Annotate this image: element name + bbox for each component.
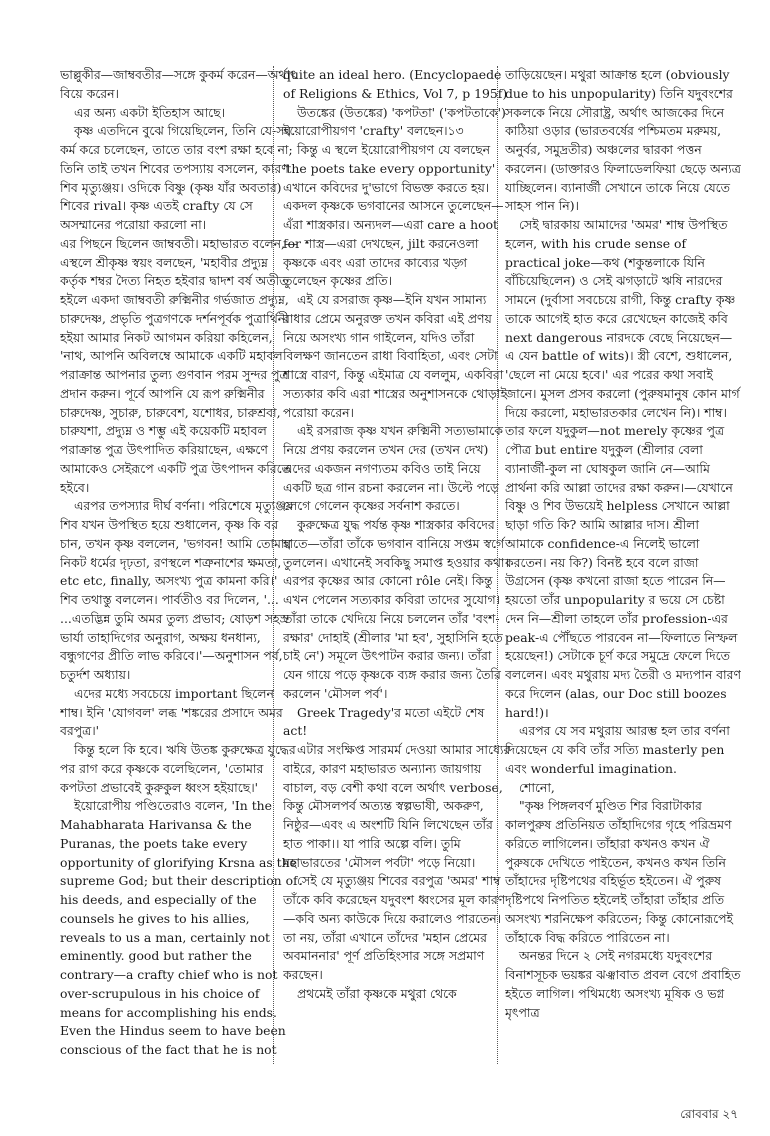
paragraph: এর অন্য একটা ইতিহাস আছে। (74, 104, 226, 120)
paragraph: Greek Tragedy'র মতো এইটে শেষ act! (283, 704, 485, 739)
paragraph: শোনো, (519, 779, 555, 795)
paragraph: প্রথমেই তাঁরা কৃষ্ণকে মথুরা থেকে (297, 985, 457, 1001)
text-column-1 (60, 66, 298, 1060)
paragraph: "কৃষ্ণ পিঙ্গলবর্ণ মুণ্ডিত শির বিরাটাকার কালপুরুষ প্রতিনিয়ত তাঁহাদিগের গৃহে পরিভ্রমণ করিতে লাগিলেন। তাঁহারা কখনও কখন ঐ পুরুষকে দেখিতে পাইতেন, কখনও কখন তিনি তাঁহাদের দৃষ্টিপথের বহির্ভূত হইতেন। ঐ পুরুষ দৃষ্টিপথে নিপতিত হইলেই তাঁহারা তাঁহার প্রতি অসংখ্য শরনিক্ষেপ করিতেন; কিন্তু কোনোরূপেই তাঁহাকে বিদ্ধ করিতে পারিতেন না। (505, 798, 733, 945)
paragraph: ইয়োরোপীয় পণ্ডিতেরাও বলেন, 'In the Mahabharata Harivansa & the Puranas, the poets take every opportunity of glorifying Krsna as the supreme God; but their description of his deeds, and especially of the counsels he gives to his allies, reveals to us a man, certainly not eminently. good but rather the contrary—a crafty chief who is not over-scrupulous in his choice of means for accomplishing his ends. Even the Hindus seem to have been conscious of the fact that he is not (60, 798, 298, 1057)
paragraph: কৃষ্ণ এতদিনে বুঝে গিয়েছিলেন, তিনি যে-সব কর্ম করে চলেছেন, তাতে তার বংশ রক্ষা হবে না; তিনি তাই তখন শিবের তপস্যায় বসলেন, কারণ শিব মৃত্যুঞ্জয়। ওদিকে বিষ্ণু (কৃষ্ণ যাঁর অবতার) শিবের rival। কৃষ্ণ এতই crafty যে সে অসম্মানের পরোয়া করলো না। (60, 123, 293, 232)
paragraph: কুরুক্ষেত্র যুদ্ধ পর্যন্ত কৃষ্ণ শাস্ত্রকার কবিদের হাতে—তাঁরা তাঁকে ভগবান বানিয়ে সপ্তম স্বর্গে তুললেন। এখানেই সবকিছু সমাপ্ত হওয়ার কথা। এরপর কৃষ্ণের আর কোনো rôle নেই। কিন্তু এখন পেলেন সত্যকার কবিরা তাদের সুযোগ। তাঁরা তাকে খেদিয়ে নিয়ে চললেন তাঁর 'বংশ-রক্ষার' দোহাই (শ্রীলার 'মা হব', সুহাসিনি হতে চাই নে') সমূলে উৎপাটন করার জন্য। তাঁরা যেন গায়ে পড়ে কৃষ্ণকে ব্যঙ্গ করার জন্য তৈরি করলেন 'মৌসল পর্ব'। (283, 517, 509, 701)
text-column-3 (505, 66, 741, 1022)
paragraph: সেই দ্বারকায় আমাদের 'অমর' শাম্ব উপস্থিত হলেন, with his crude sense of practical joke—কথ (শকুন্তলাকে যিনি বাঁচিয়েছিলেন) ও সেই ঝগড়াটে ঋষি নারদের সামনে (দুর্বাসা সবচেয়ে রাগী, কিন্তু crafty কৃষ্ণ তাকে আগেই হাত করে রেখেছেন কাজেই কবি next dangerous নারদকে বেছে নিয়েছেন—এ যেন battle of wits)। স্ত্রী বেশে, শুধালেন, 'ছেলে না মেয়ে হবে।' এর পরের কথা সবাই জানে। মুসল প্রসব করলো (পুরুষমানুষ কোন মার্গ দিয়ে করলো, মহাভারতকার লেখেন নি)। শাম্ব। তার ফলে যদুকুল—not merely কৃষ্ণের পুত্র পৌত্র but entire যদুকুল (শ্রীলার বেলা ব্যানার্জী-কুল না ঘোষকুল জানি নে—আমি প্রার্থনা করি আল্লা তাদের রক্ষা করুন।—যেখানে বিষ্ণু ও শিব উভয়েই helpless সেখানে আল্লা ছাড়া গতি কি? আমি আল্লার দাস। শ্রীলা আমাকে confidence-এ নিলেই ভালো করতেন। নয় কি?) বিনষ্ট হবে বলে রাজা উগ্রসেন (কৃষ্ণ কখনো রাজা হতে পারেন নি—হয়তো তাঁর unpopularity র ভয়ে সে চেষ্টা দেন নি—শ্রীলা তাহলে তাঁর profession-এর peak-এ পৌঁছতে পারবেন না—ফিলাতে নিস্ফল হয়েছেন!) সেটাকে চূর্ণ করে সমুদ্রে ফেলে দিতে বললেন। এবং মথুরায় মদ্য তৈরী ও মদ্যপান বারণ করে দিলেন (alas, our Doc still boozes hard!)। (505, 217, 741, 720)
paragraph: এটার সংক্ষিপ্ত সারমর্ম দেওয়া আমার সাধ্যের বাইরে, কারণ মহাভারত অন্যান্য জায়গায় বাচাল, বড় বেশী কথা বলে অর্থাৎ verbose, কিন্তু মৌসলপর্ব অত্যন্ত স্বল্পভাষী, অকরুণ, নিষ্ঠুর—এবং এ অংশটি যিনি লিখেছেন তাঁর হাত পাকা।। যা পারি অল্পে বলি। তুমি মহাভারতের 'মৌসল পর্বটা' পড়ে নিয়ো। (283, 742, 511, 870)
paragraph: এই যে রসরাজ কৃষ্ণ—ইনি যখন সামান্য রাধার প্রেমে অনুরক্ত তখন কবিরা এই প্রণয় নিয়ে অসংখ্য গান গাইলেন, যদিও তাঁরা বিলক্ষণ জানতেন রাধা বিবাহিতা, এবং সেটা শাস্ত্রে বারণ, কিন্তু এইমাত্র যে বললুম, একবিরা সত্যকার কবি এরা শাস্ত্রের অনুশাসনকে থোড়াই পরোয়া করেন। (283, 292, 507, 420)
page-footer: রোববার ২৭ (680, 1107, 738, 1121)
paragraph: ভাল্লুকীর—জাম্ববতীর—সঙ্গে কুকর্ম করেন—অর্থাৎ বিয়ে করেন। (60, 67, 297, 101)
paragraph: কিন্তু হলে কি হবে। ঋষি উতঙ্ক কুরুক্ষেত্র যুদ্ধের পর রাগ করে কৃষ্ণকে বলেছিলেন, 'তোমার কপটতা প্রভাবেই কুরুকুল ধ্বংস হইয়াছে।' (60, 742, 296, 795)
paragraph: এরপর তপস্যার দীর্ঘ বর্ণনা। পরিশেষে মৃত্যুঞ্জয় শিব যখন উপস্থিত হয়ে শুধালেন, কৃষ্ণ কি বর চান, তখন কৃষ্ণ বললেন, 'ভগবন! আমি তোমার নিকট ধর্মের দৃঢ়তা, রণস্থলে শত্রুনাশের ক্ষমতা, etc etc, finally, অসংখ্য পুত্র কামনা করি।' শিব তথাস্তু বললেন। পার্বতীও বর দিলেন, '... ...এতদ্ভিন্ন তুমি অমর তুল্য প্রভাব; ষোড়শ সহস্র ভার্যা তাহাদিগের অনুরাগ, অক্ষয় ধনধান্য, বন্ধুগণের প্রীতি লাভ করিবে।'—অনুশাসন পর্ব, চতুর্দশ অধ্যায়। (60, 498, 294, 682)
column-divider (497, 66, 498, 1064)
paragraph: অনন্তর দিনে ২ সেই নগরমধ্যে যদুবংশের বিনাশসূচক ভয়ঙ্কর ঝঞ্ঝাবাত প্রবল বেগে প্রবাহিত হইতে লাগিল। পথিমধ্যে অসংখ্য মূষিক ও ভগ্ন মৃৎপাত্র (505, 948, 741, 1020)
paragraph: এর পিছনে ছিলেন জাম্ববতী। মহাভারত বলেন,—এস্থলে শ্রীকৃষ্ণ স্বয়ং বলছেন, 'মহাবীর প্রদ্যুম্ন কর্তৃক শম্বর দৈত্য নিহত হইবার দ্বাদশ বর্ষ অতীত হইলে একদা জাম্ববতী রুক্মিনীর গর্ভজাত প্রদ্যুম্ন, চারুদেষ্ণ, প্রভৃতি পুত্রগণকে দর্শনপূর্বক পুত্রার্থিনী হইয়া আমার নিকট আগমন করিয়া কহিলেন, 'নাথ, আপনি অবিলম্বে আমাকে একটি মহাবল পরাক্রান্ত আপনার তুল্য গুণবান পরম সুন্দর পুত্র প্রদান করুন। পূর্বে আপনি যে রূপ রুক্মিনীর চারুদেষ্ণ, সুচারু, চারুবেশ, যশোধর, চারুশ্রবা, চারুযশা, প্রদ্যুম্ন ও শম্ভু এই কয়েকটি মহাবল পরাক্রান্ত পুত্র উৎপাদিত করিয়াছেন, এক্ষণে আমাকেও সেইরূপে একটি পুত্র উৎপাদন করিতে হইবে। (60, 235, 298, 495)
paragraph: quite an ideal hero. (Encyclopaede of Religions & Ethics, Vol 7, p 195f) (283, 67, 508, 101)
text-column-2 (283, 66, 511, 1004)
paragraph: উতঙ্কের (উতঙ্কের) 'কপটতা' ('কপটতাকে') ইয়োরোপীয়গণ 'crafty' বলছেন।১৩ (283, 104, 506, 139)
paragraph: তাড়িয়েছেন। মথুরা আক্রান্ত হলে (obviously due to his unpopularity) তিনি যদুবংশের সকলকে নিয়ে সৌরাষ্ট্র, অর্থাৎ আজকের দিনে কাঠিয়া ওড়ার (ভারতবর্ষের পশ্চিমতম মরুময়, অনুর্বর, সমুদ্রতীর) অঞ্চলের দ্বারকা পত্তন করলেন। (ডাক্তারও ফিলাডেলফিয়া ছেড়ে অন্যত্র যাচ্ছিলেন। ব্যানার্জী সেখানে তাকে নিয়ে যেতে সাহস পান নি)। (505, 67, 741, 214)
paragraph: কিন্তু এ স্থলে ইয়োরোপীয়গণ যে বলছেন 'the poets take every opportunity' এখানে কবিদের দু'ভাগে বিভক্ত করতে হয়। একদল কৃষ্ণকে ভগবানের আসনে তুলেছেন—এঁরা শাস্ত্রকার। অন্যদল—এরা care a hoot for শাস্ত্র—এরা দেখছেন, jilt করনেওলা কৃষ্ণকে এবং এরা তাদের কাব্যের খড়্গ তুলেছেন কৃষ্ণের প্রতি। (283, 142, 504, 289)
paragraph: সেই যে মৃত্যুঞ্জয় শিবের বরপুত্র 'অমর' শাম্ব তাঁকে কবি করেছেন যদুবংশ ধ্বংসের মূল কারণ—কবি অন্য কাউকে দিয়ে করালেও পারতেন। তা নয়, তাঁরা এখানে তাঁদের 'মহান প্রেমের অবমাননার' পূর্ণ প্রতিহিংসার সঙ্গে সপ্রমাণ করছেন। (283, 873, 506, 982)
column-divider (273, 66, 274, 1064)
paragraph: এদের মধ্যে সবচেয়ে important ছিলেন শাম্ব। ইনি 'যোগবল' লব্ধ 'শঙ্করের প্রসাদে অমর বরপুত্র।' (60, 685, 283, 739)
paragraph: এরপর যে সব মথুরায় আরম্ভ হল তার বর্ণনা দিয়েছেন যে কবি তাঁর সত্যি masterly pen এবং wonderful imagination. (505, 723, 730, 776)
paragraph: এই রসরাজ কৃষ্ণ যখন রুক্মিনী সত্যভামাকে নিয়ে প্রণয় করলেন তখন দের (তখন দেখ) এদের একজন নগণ্যতম কবিও তাই নিয়ে একটি ছত্র গান রচনা করলেন না। উল্টে পড়ে লেগে গেলেন কৃষ্ণের সর্বনাশ করতে। (283, 423, 503, 514)
